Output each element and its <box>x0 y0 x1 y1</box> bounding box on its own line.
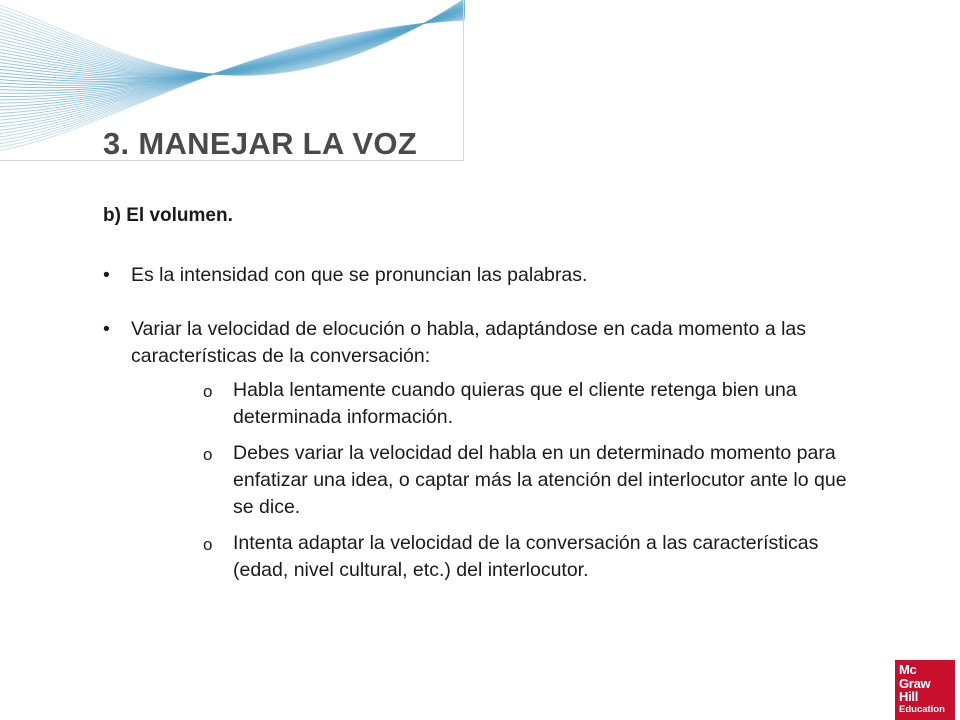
sub-bullet-text: Habla lentamente cuando quieras que el cliente retenga bien una determinada información. <box>233 379 797 428</box>
wave-line <box>0 3 465 75</box>
slide-title: 3. MANEJAR LA VOZ <box>103 126 417 161</box>
sub-bullet-item <box>203 530 863 584</box>
sub-bullet-list <box>131 377 863 584</box>
slide-subtitle: b) El volumen. <box>103 205 233 226</box>
sub-bullet-marker: o <box>203 535 213 554</box>
bullet-text: Variar la velocidad de elocución o habla, adaptándose en cada momento a las características de la conversación: <box>131 318 807 367</box>
wave-line <box>0 3 465 75</box>
bullet-item <box>103 316 863 584</box>
sub-bullet-item <box>203 440 863 521</box>
bullet-list <box>103 262 863 611</box>
sub-bullet-text: Debes variar la velocidad del habla en un determinado momento para enfatizar una idea, o captar más la atención del interlocutor ante lo que se dice. <box>233 442 847 518</box>
logo-line: Graw <box>899 675 931 691</box>
bullet-item <box>103 262 863 289</box>
mcgraw-hill-education-logo <box>895 660 955 720</box>
sub-bullet-marker: o <box>203 445 213 464</box>
sub-bullet-marker: o <box>203 382 213 401</box>
bullet-text: Es la intensidad con que se pronuncian las palabras. <box>131 264 588 286</box>
logo-line: Education <box>899 703 945 715</box>
logo-line: Mc <box>899 662 917 677</box>
logo-line: Hill <box>899 689 919 704</box>
sub-bullet-text: Intenta adaptar la velocidad de la conversación a las características (edad, nivel cultural, etc.) del interlocutor. <box>233 532 819 581</box>
wave-line <box>0 5 465 77</box>
sub-bullet-item <box>203 377 863 431</box>
